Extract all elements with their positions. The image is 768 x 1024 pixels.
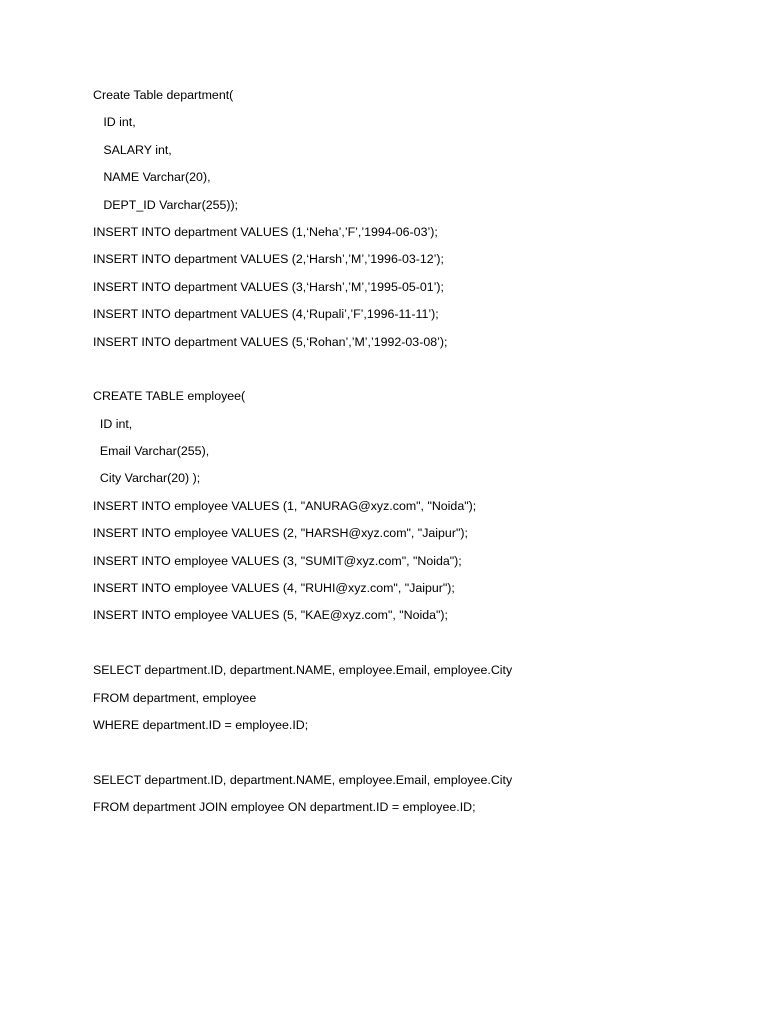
code-line: INSERT INTO department VALUES (1,‘Neha’,’F’,’1994-06-03’); (93, 224, 438, 239)
blank-line (93, 743, 693, 770)
code-line: INSERT INTO department VALUES (5,‘Rohan’,’M’,’1992-03-08’); (93, 334, 448, 349)
code-line: Create Table department( (93, 88, 234, 102)
select-query-block (93, 661, 693, 743)
code-line: NAME Varchar(20), (93, 170, 211, 185)
code-line: SELECT department.ID, department.NAME, employee.Email, employee.City (93, 663, 513, 678)
code-line: SALARY int, (93, 142, 172, 157)
code-line: DEPT_ID Varchar(255)); (93, 197, 239, 212)
code-line: ID int, (93, 416, 133, 431)
code-line: INSERT INTO employee VALUES (5, "KAE@xyz.com", "Noida"); (93, 608, 448, 623)
join-query-block (93, 771, 693, 826)
code-line: CREATE TABLE employee( (93, 389, 246, 404)
document-content (93, 86, 693, 826)
code-line: INSERT INTO department VALUES (4,‘Rupali’,’F’,1996-11-11’); (93, 307, 439, 322)
code-line: INSERT INTO department VALUES (2,‘Harsh’,’M’,’1996-03-12’); (93, 252, 444, 267)
code-line: INSERT INTO employee VALUES (2, "HARSH@xyz.com", "Jaipur"); (93, 526, 468, 541)
blank-line (93, 360, 693, 387)
employee-table-block (93, 387, 693, 634)
code-line: ID int, (93, 115, 136, 130)
code-line: City Varchar(20) ); (93, 471, 201, 486)
code-line: FROM department JOIN employee ON department.ID = employee.ID; (93, 800, 476, 815)
department-table-block (93, 86, 693, 360)
code-line: INSERT INTO employee VALUES (3, "SUMIT@xyz.com", "Noida"); (93, 553, 462, 568)
blank-line (93, 634, 693, 661)
code-line: FROM department, employee (93, 690, 257, 705)
code-line: WHERE department.ID = employee.ID; (93, 717, 309, 732)
code-line: Email Varchar(255), (93, 444, 210, 459)
code-line: INSERT INTO employee VALUES (1, "ANURAG@xyz.com", "Noida"); (93, 498, 477, 513)
code-line: INSERT INTO department VALUES (3,‘Harsh’,’M’,’1995-05-01’); (93, 279, 444, 294)
code-line: SELECT department.ID, department.NAME, employee.Email, employee.City (93, 772, 513, 787)
code-line: INSERT INTO employee VALUES (4, "RUHI@xyz.com", "Jaipur"); (93, 581, 455, 596)
